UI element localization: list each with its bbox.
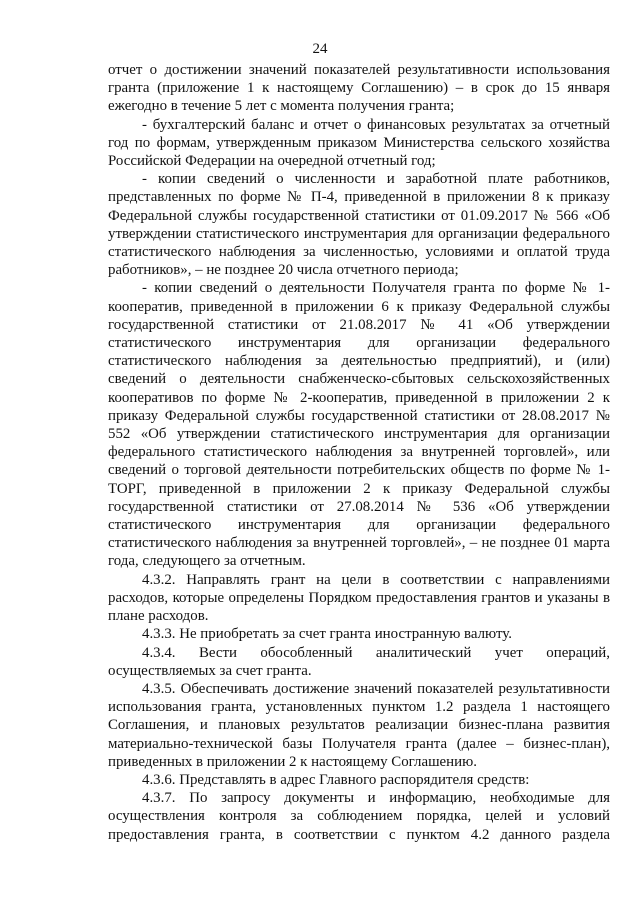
- paragraph-4-3-6: 4.3.6. Представлять в адрес Главного распорядителя средств:: [142, 771, 530, 788]
- page-number: 24: [312, 41, 328, 57]
- paragraph-balance-sheet: - бухгалтерский баланс и отчет о финансовых результатах за отчетный год по формам, утвержденным приказом Министерства сельского хозяйства Российской Федерации на очередной отчетный год;: [108, 116, 610, 170]
- paragraph-4-3-5: 4.3.5. Обеспечивать достижение значений показателей результативности использования гранта, установленных пунктом 1.2 раздела 1 настоящего Соглашения, и плановых результатов реализации бизнес-плана развития материально-технической базы Получателя гранта (далее – бизнес-план), приведенных в приложении 2 к настоящему Соглашению.: [108, 680, 610, 770]
- paragraph-report-deadline: отчет о достижении значений показателей результативности использования гранта (приложение 1 к настоящему Соглашению) – в срок до 15 января ежегодно в течение 5 лет с момента получения гранта;: [108, 62, 610, 115]
- paragraph-4-3-4: 4.3.4. Вести обособленный аналитический учет операций, осуществляемых за счет гранта.: [108, 644, 610, 679]
- paragraph-4-3-2: 4.3.2. Направлять грант на цели в соответствии с направлениями расходов, которые определены Порядком предоставления грантов и указаны в плане расходов.: [108, 571, 610, 625]
- paragraph-form-cooperative: - копии сведений о деятельности Получателя гранта по форме № 1-кооператив, приведенной в приложении 6 к приказу Федеральной службы государственной статистики от 21.08.2017 № 41 «Об утверждении статистического инструментария для организации федерального статистического наблюдения за деятельностью предприятий), и (или) сведений о деятельности снабженческо-сбытовых сельскохозяйственных кооперативов по форме № 2-кооператив, приведенной в приложении 2 к приказу Федеральной службы государственной статистики от 28.08.2017 № 552 «Об утверждении статистического инструментария для организации федерального статистического наблюдения за внутренней торговлей», или сведений о торговой деятельности потребительских обществ по форме № 1-ТОРГ, приведенной в приложении 2 к приказу Федеральной службы государственной статистики от 27.08.2014 № 536 «Об утверждении статистического инструментария для организации федерального статистического наблюдения за внутренней торговлей», – не позднее 01 марта года, следующего за отчетным.: [108, 280, 610, 570]
- paragraph-4-3-7: 4.3.7. По запросу документы и информацию, необходимые для осуществления контроля за соблюдением порядка, целей и условий предоставления гранта, в соответствии с пунктом 4.2 данного раздела: [108, 790, 610, 843]
- body-text: [108, 61, 610, 844]
- paragraph-form-p4: - копии сведений о численности и заработной плате работников, представленных по форме № П-4, приведенной в приложении 8 к приказу Федеральной службы государственной статистики от 01.09.2017 № 566 «Об утверждении статистического инструментария для организации федерального статистического наблюдения за численностью, условиями и оплатой труда работников», – не позднее 20 числа отчетного периода;: [108, 171, 610, 279]
- paragraph-4-3-3: 4.3.3. Не приобретать за счет гранта иностранную валюту.: [142, 626, 512, 643]
